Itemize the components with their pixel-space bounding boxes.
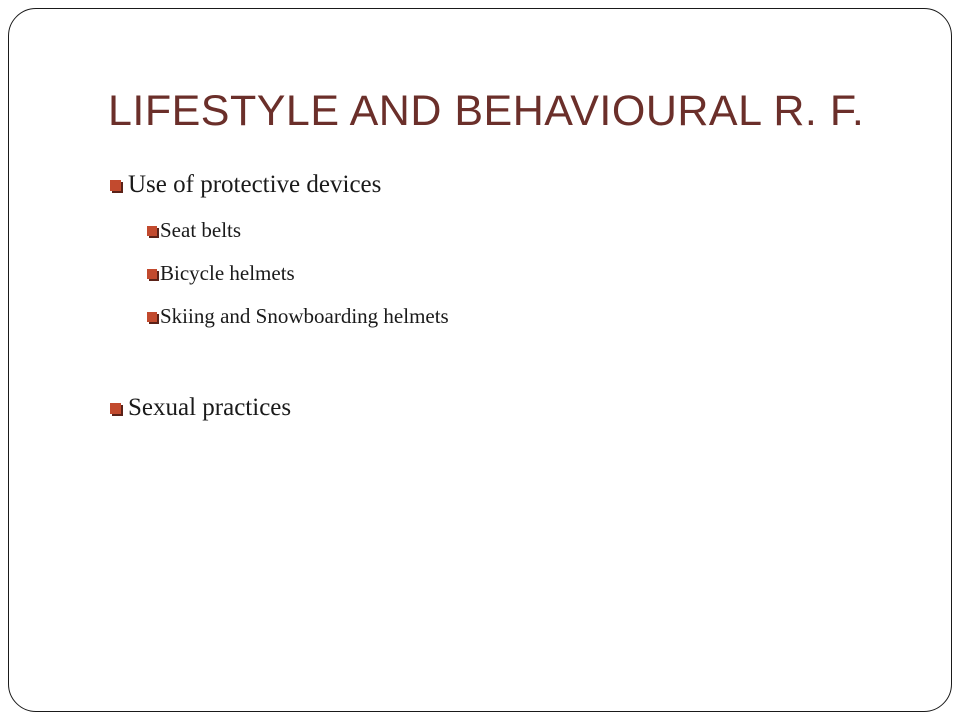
- bullet-item: [110, 394, 291, 422]
- square-bullet-icon: [147, 269, 157, 279]
- bullet-text: Skiing and Snowboarding helmets: [160, 304, 449, 328]
- square-bullet-icon: [110, 403, 121, 414]
- bullet-item: [110, 171, 381, 199]
- bullet-text: Use of protective devices: [128, 171, 382, 198]
- slide-title: LIFESTYLE AND BEHAVIOURAL R. F.: [108, 87, 865, 135]
- square-bullet-icon: [147, 312, 157, 322]
- square-bullet-icon: [147, 226, 157, 236]
- sub-bullet-item: [147, 218, 241, 243]
- square-bullet-icon: [110, 180, 121, 191]
- bullet-text: Sexual practices: [128, 394, 292, 421]
- bullet-list: [9, 9, 951, 711]
- slide-frame: [8, 8, 952, 712]
- sub-bullet-item: [147, 304, 449, 329]
- bullet-text: Bicycle helmets: [160, 261, 295, 285]
- sub-bullet-item: [147, 261, 295, 286]
- bullet-text: Seat belts: [160, 218, 242, 242]
